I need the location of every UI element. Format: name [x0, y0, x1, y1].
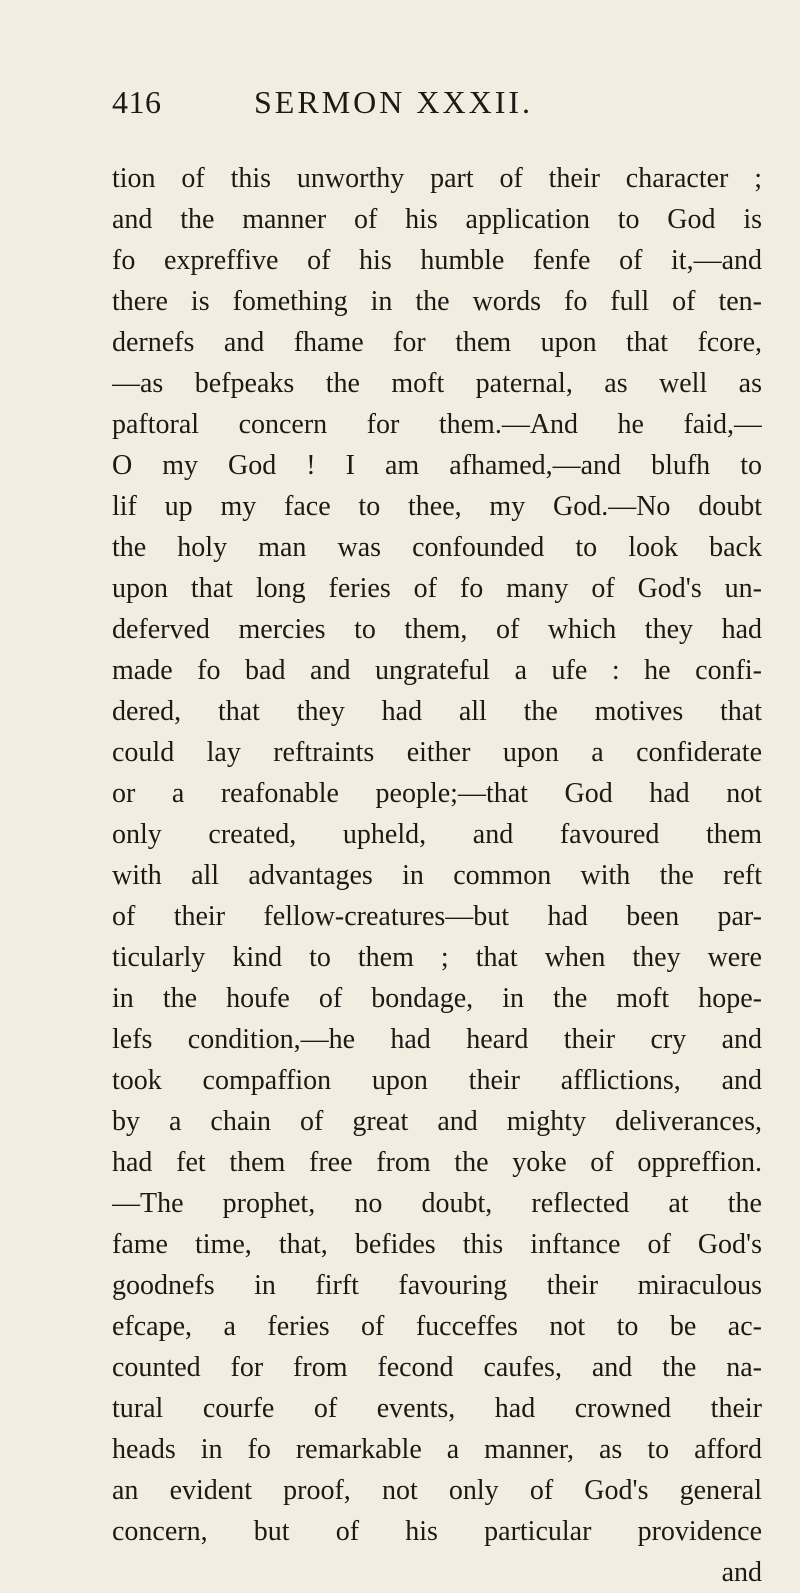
text-line: took compaffion upon their afflictions, and — [112, 1065, 762, 1096]
text-line: dered, that they had all the motives that — [112, 696, 762, 727]
text-line: efcape, a feries of fucceffes not to be ac- — [112, 1311, 762, 1342]
text-line: tion of this unworthy part of their character ; — [112, 163, 762, 194]
text-line: and the manner of his application to God is — [112, 204, 762, 235]
text-line: tural courfe of events, had crowned their — [112, 1393, 762, 1424]
page-number: 416 — [112, 84, 162, 120]
text-line: heads in fo remarkable a manner, as to afford — [112, 1434, 762, 1465]
text-line: upon that long feries of fo many of God's un- — [112, 573, 762, 604]
text-line: made fo bad and ungrateful a ufe : he confi- — [112, 655, 762, 686]
text-line: counted for from fecond caufes, and the na- — [112, 1352, 762, 1383]
text-line: or a reafonable people;—that God had not — [112, 778, 762, 809]
text-line: deferved mercies to them, of which they had — [112, 614, 762, 645]
text-line: by a chain of great and mighty deliverances, — [112, 1106, 762, 1137]
text-line: ticularly kind to them ; that when they were — [112, 942, 762, 973]
text-line: paftoral concern for them.—And he faid,— — [112, 409, 762, 440]
text-line: could lay reftraints either upon a confiderate — [112, 737, 762, 768]
text-line: fame time, that, befides this inftance of God's — [112, 1229, 762, 1260]
sermon-title: SERMON XXXII. — [254, 84, 533, 120]
text-line: —as befpeaks the moft paternal, as well as — [112, 368, 762, 399]
text-line: of their fellow-creatures—but had been par- — [112, 901, 762, 932]
text-line: —The prophet, no doubt, reflected at the — [112, 1188, 762, 1219]
running-head — [112, 84, 762, 134]
text-line: there is fomething in the words fo full of ten- — [112, 286, 762, 317]
text-line: lefs condition,—he had heard their cry and — [112, 1024, 762, 1055]
text-line: an evident proof, not only of God's general — [112, 1475, 762, 1506]
text-line: the holy man was confounded to look back — [112, 532, 762, 563]
catchword: and — [721, 1557, 762, 1588]
text-line: only created, upheld, and favoured them — [112, 819, 762, 850]
text-line: concern, but of his particular providence — [112, 1516, 762, 1547]
text-line: O my God ! I am afhamed,—and blufh to — [112, 450, 762, 481]
text-line: dernefs and fhame for them upon that fcore, — [112, 327, 762, 358]
text-line: goodnefs in firft favouring their miraculous — [112, 1270, 762, 1301]
text-line: with all advantages in common with the reft — [112, 860, 762, 891]
text-line: lif up my face to thee, my God.—No doubt — [112, 491, 762, 522]
text-line: had fet them free from the yoke of oppreffion. — [112, 1147, 762, 1178]
text-line: in the houfe of bondage, in the moft hope- — [112, 983, 762, 1014]
text-line: fo expreffive of his humble fenfe of it,—and — [112, 245, 762, 276]
body-text — [112, 158, 762, 1593]
